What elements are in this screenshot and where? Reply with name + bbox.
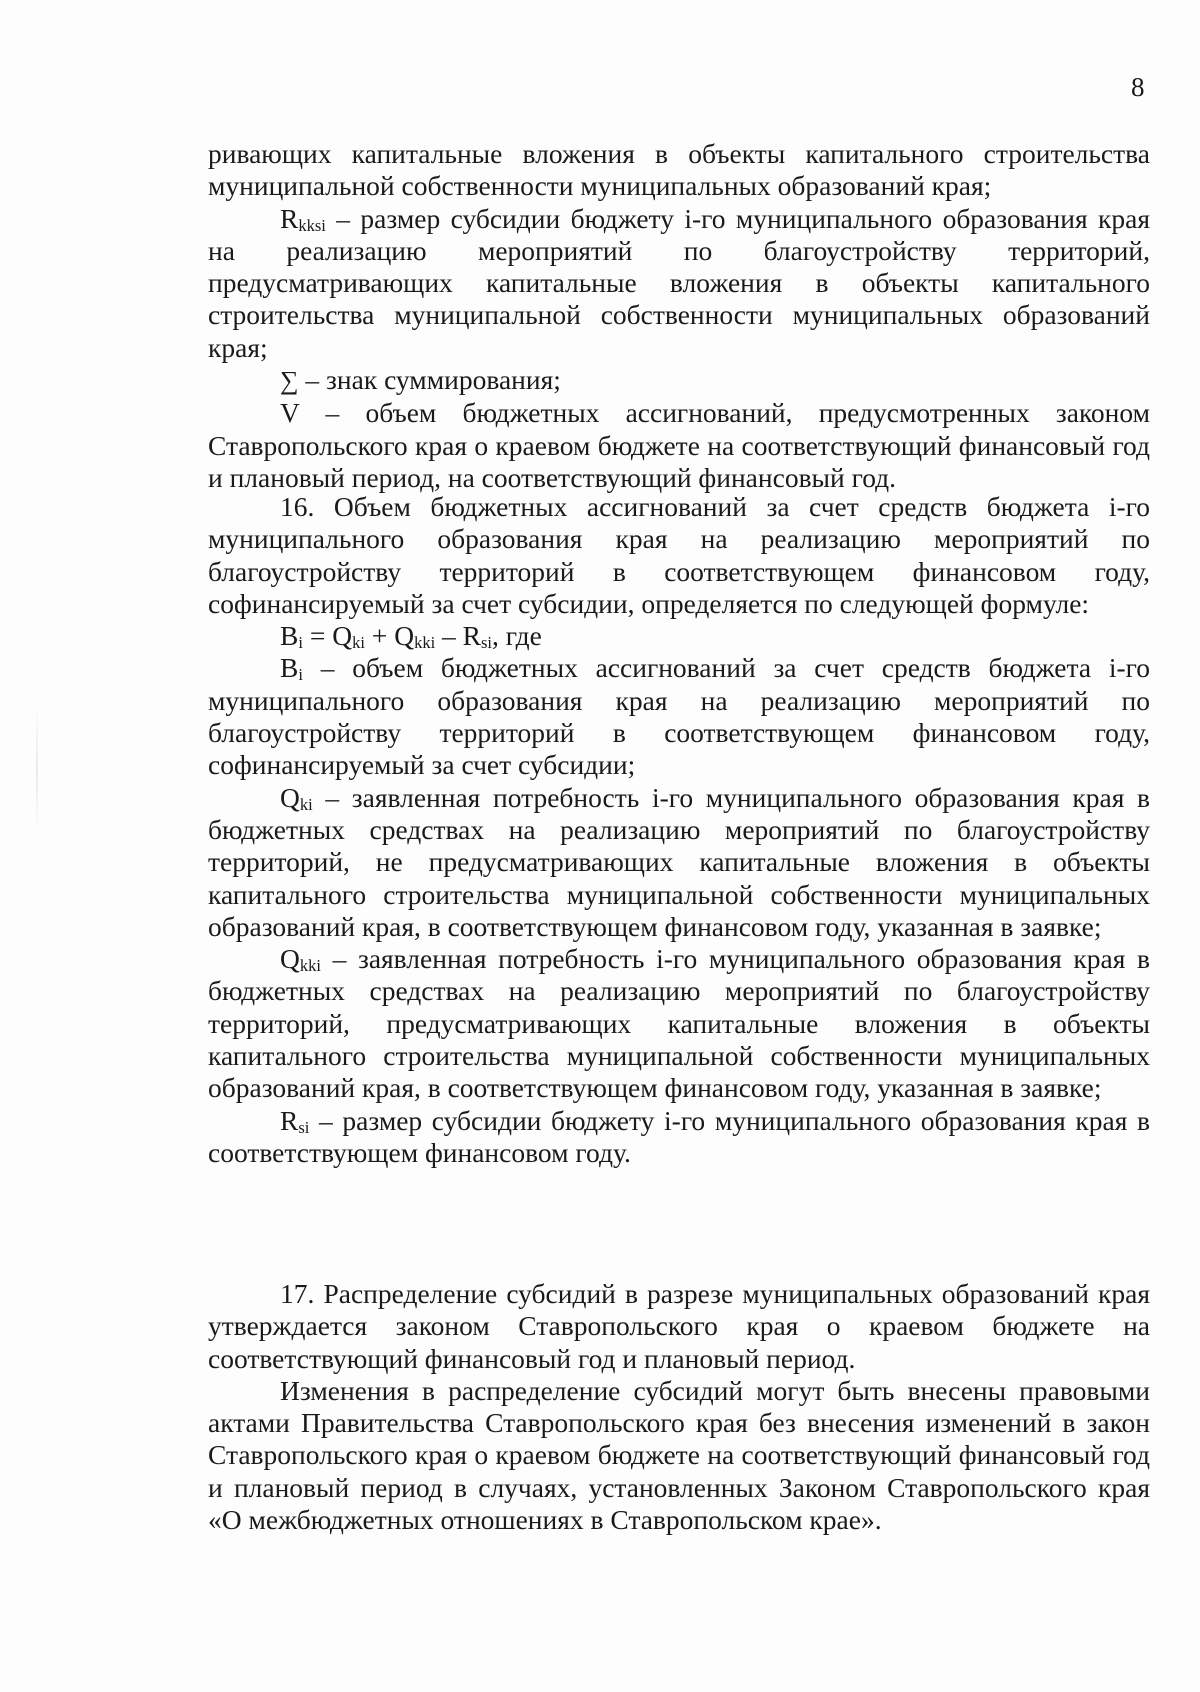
definition-text: – размер субсидии бюджету i-го муниципального образования края в соответствующем финансовом году. [208,1104,1150,1168]
definition-text: – объем бюджетных ассигнований за счет средств бюджета i-го муниципального образования края на реализацию мероприятий по благоустройству территорий в соответствующем финансовом году, софинансируемый за счет субсидии; [208,652,1150,781]
page-number: 8 [1131,72,1145,102]
subscript-kksi: kksi [298,215,326,235]
definition-text: – заявленная потребность i-го муниципального образования края в бюджетных средствах на реализацию мероприятий по благоустройству территорий, предусматривающих капитальные вложения в объекты капитального строительства муниципальной собственности муниципальных образований края, в соответствующем финансовом году, указанная в заявке; [208,943,1150,1104]
definition-qkki [208,943,1150,1104]
sigma-symbol: ∑ [280,366,299,396]
subscript-i: i [298,665,303,685]
formula-eq: = [302,620,333,652]
definition-v: V – объем бюджетных ассигнований, предусмотренных законом Ставропольского края о краевом бюджете на соответствующий финансовый год и плановый период, на соответствующий финансовый год. [208,397,1150,493]
formula [208,620,1150,652]
subscript-ki: ki [299,794,313,814]
section-16-paragraph: 16. Объем бюджетных ассигнований за счет средств бюджета i-го муниципального образования края на реализацию мероприятий по благоустройству территорий в соответствующем финансовом году, софинансируемый за счет субсидии, определяется по следующей формуле: [208,491,1150,619]
section-17-paragraph: 17. Распределение субсидий в разрезе муниципальных образований края утверждается законом Ставропольского края о краевом бюджете на соответствующий финансовый год и плановый период. [208,1278,1150,1374]
formula-q: Q [332,620,353,652]
definition-sum [208,364,1150,397]
definition-bi [208,652,1150,781]
continuation-paragraph: ривающих капитальные вложения в объекты капитального строительства муниципальной собственности муниципальных образований края; [208,138,1150,202]
formula-minus: – [435,620,463,652]
symbol-r: R [280,202,299,234]
formula-q-sub: ki [352,633,365,653]
formula-q2: Q [394,620,415,652]
symbol-r: R [280,1104,299,1136]
formula-r: R [462,620,481,652]
formula-b-sub: i [298,633,303,653]
formula-r-sub: si [481,633,493,653]
section-17 [208,1278,1150,1536]
symbol-q: Q [280,781,300,813]
scan-artifact [36,700,38,840]
symbol-b: B [280,652,299,684]
section-16 [208,491,1150,1169]
formula-b: B [280,620,299,652]
definition-text: – размер субсидии бюджету i-го муниципального образования края на реализацию мероприятий по благоустройству территорий, предусматривающих капитальные вложения в объекты капитального строительства муниципальной собственности муниципальных образований края; [208,202,1150,363]
text-block-top [208,138,1150,494]
subscript-si: si [298,1117,310,1137]
formula-tail: , где [492,620,542,652]
section-17-paragraph-2: Изменения в распределение субсидий могут быть внесены правовыми актами Правительства Ставропольского края без внесения изменений в закон Ставропольского края о краевом бюджете на соответствующий финансовый год и плановый период в случаях, установленных Законом Ставропольского края «О межбюджетных отношениях в Ставропольском крае». [208,1374,1150,1536]
formula-q2-sub: kki [414,633,436,653]
subscript-kki: kki [299,956,321,976]
symbol-q: Q [280,943,300,975]
definition-rkksi [208,203,1150,364]
definition-text: – знак суммирования; [298,364,561,396]
definition-qki [208,782,1150,943]
definition-text: – заявленная потребность i-го муниципального образования края в бюджетных средствах на реализацию мероприятий по благоустройству территорий, не предусматривающих капитальные вложения в объекты капитального строительства муниципальной собственности муниципальных образований края, в соответствующем финансовом году, указанная в заявке; [208,781,1150,942]
formula-plus: + [364,620,395,652]
definition-rsi [208,1105,1150,1170]
